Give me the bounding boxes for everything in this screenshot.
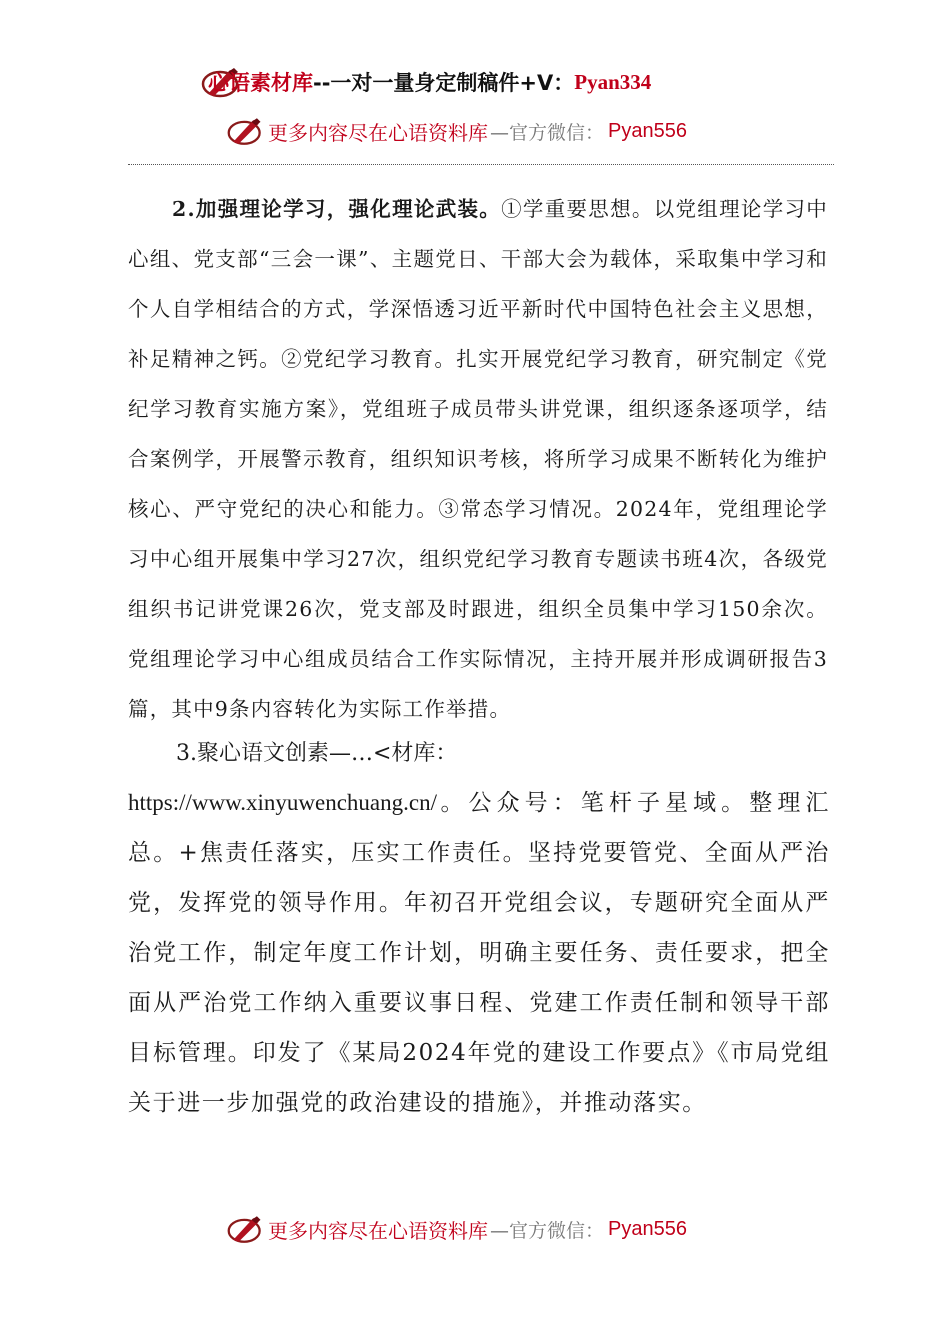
paragraph-heading: 2.加强理论学习，强化理论武装。 xyxy=(172,197,502,221)
footer-line xyxy=(268,1210,687,1248)
footer-text: 更多内容尽在心语资料库 xyxy=(268,1218,488,1243)
website-link[interactable]: https://www.xinyuwenchuang.cn/ xyxy=(128,790,437,815)
header-contact: Pyan334 xyxy=(574,69,652,94)
footer-contact: Pyan556 xyxy=(608,1217,687,1240)
footer-logo-icon xyxy=(226,1212,266,1246)
watermark-text: 更多内容尽在心语资料库 xyxy=(268,120,488,145)
header-divider xyxy=(128,164,834,165)
watermark-contact: Pyan556 xyxy=(608,119,687,142)
header-tagline: --一对一量身定制稿件+V： xyxy=(313,71,575,95)
paragraph-responsibility xyxy=(128,778,830,1128)
header-brand: 心语素材库 xyxy=(208,70,313,95)
watermark-wechat-label: —官方微信： xyxy=(490,121,605,144)
paragraph-responsibility-heading: 3.聚心语文创素—…<材库： xyxy=(176,741,458,766)
footer-wechat-label: —官方微信： xyxy=(490,1219,605,1242)
paragraph-theory-study xyxy=(128,184,828,734)
header-line xyxy=(208,62,768,102)
paragraph-body: ①学重要思想。以党组理论学习中心组、党支部“三会一课”、主题党日、干部大会为载体，采取集中学习和个人自学相结合的方式，学深悟透习近平新时代中国特色社会主义思想，补足精神之钙。②党纪学习教育。扎实开展党纪学习教育，研究制定《党纪学习教育实施方案》，党组班子成员带头讲党课，组织逐条逐项学，结合案例学，开展警示教育，组织知识考核，将所学习成果不断转化为维护核心、严守党纪的决心和能力。③常态学习情况。2024年，党组理论学习中心组开展集中学习27次，组织党纪学习教育专题读书班4次，各级党组织书记讲党课26次，党支部及时跟进，组织全员集中学习150余次。党组理论学习中心组成员结合工作实际情况，主持开展并形成调研报告3篇，其中9条内容转化为实际工作举措。 xyxy=(128,197,829,721)
watermark-logo-icon xyxy=(226,114,266,148)
paragraph-body: 。公众号：笔杆子星域。整理汇总。+焦责任落实，压实工作责任。坚持党要管党、全面从严治党，发挥党的领导作用。年初召开党组会议，专题研究全面从严治党工作，制定年度工作计划，明确主要任务、责任要求，把全面从严治党工作纳入重要议事日程、党建工作责任制和领导干部目标管理。印发了《某局2024年党的建设工作要点》《市局党组关于进一步加强党的政治建设的措施》，并推动落实。 xyxy=(128,790,830,1116)
watermark-line xyxy=(268,112,687,150)
